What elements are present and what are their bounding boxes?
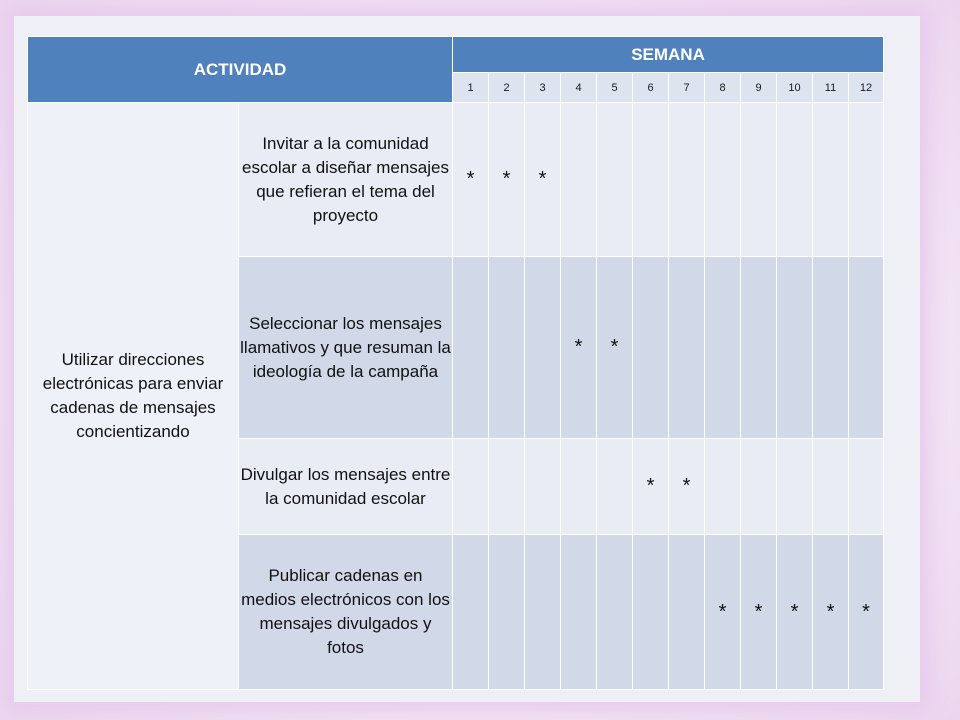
- header-row: [28, 37, 884, 73]
- week-mark: *: [561, 257, 597, 439]
- week-mark: [741, 439, 777, 535]
- week-mark: [705, 103, 741, 257]
- activity-row: [28, 103, 884, 257]
- activity-cell: Divulgar los mensajes entre la comunidad escolar: [239, 439, 453, 535]
- header-actividad: ACTIVIDAD: [28, 37, 453, 103]
- week-mark: *: [669, 439, 705, 535]
- week-mark: *: [525, 103, 561, 257]
- week-mark: [633, 257, 669, 439]
- week-mark: [813, 257, 849, 439]
- activity-cell: Seleccionar los mensajes llamativos y que resuman la ideología de la campaña: [239, 257, 453, 439]
- week-number: 3: [525, 73, 561, 103]
- week-mark: [561, 535, 597, 690]
- week-mark: [453, 535, 489, 690]
- week-mark: [669, 535, 705, 690]
- week-mark: [669, 103, 705, 257]
- week-number: 9: [741, 73, 777, 103]
- week-mark: *: [813, 535, 849, 690]
- activity-cell: Publicar cadenas en medios electrónicos con los mensajes divulgados y fotos: [239, 535, 453, 690]
- week-mark: [525, 535, 561, 690]
- week-mark: [561, 103, 597, 257]
- week-mark: [597, 103, 633, 257]
- week-mark: [597, 535, 633, 690]
- week-mark: *: [849, 535, 884, 690]
- week-mark: [561, 439, 597, 535]
- week-mark: [489, 257, 525, 439]
- week-mark: *: [777, 535, 813, 690]
- week-number: 10: [777, 73, 813, 103]
- week-mark: [813, 103, 849, 257]
- week-mark: [777, 103, 813, 257]
- week-mark: *: [597, 257, 633, 439]
- week-mark: [777, 439, 813, 535]
- activity-cell: Invitar a la comunidad escolar a diseñar mensajes que refieran el tema del proyecto: [239, 103, 453, 257]
- week-mark: *: [741, 535, 777, 690]
- week-mark: [705, 257, 741, 439]
- week-mark: [669, 257, 705, 439]
- week-mark: [489, 535, 525, 690]
- objective-cell: Utilizar direcciones electrónicas para enviar cadenas de mensajes concientizando: [28, 103, 239, 690]
- week-mark: [813, 439, 849, 535]
- week-mark: [849, 439, 884, 535]
- week-number: 6: [633, 73, 669, 103]
- week-mark: [741, 257, 777, 439]
- week-mark: [453, 257, 489, 439]
- week-number: 7: [669, 73, 705, 103]
- week-mark: *: [489, 103, 525, 257]
- week-number: 12: [849, 73, 884, 103]
- week-mark: *: [633, 439, 669, 535]
- week-mark: [489, 439, 525, 535]
- week-mark: [849, 257, 884, 439]
- week-number: 1: [453, 73, 489, 103]
- week-mark: [525, 439, 561, 535]
- week-mark: [633, 103, 669, 257]
- week-mark: *: [453, 103, 489, 257]
- week-number: 2: [489, 73, 525, 103]
- week-mark: [705, 439, 741, 535]
- week-number: 11: [813, 73, 849, 103]
- week-mark: [597, 439, 633, 535]
- week-number: 8: [705, 73, 741, 103]
- week-mark: [525, 257, 561, 439]
- week-mark: [741, 103, 777, 257]
- header-semana: SEMANA: [453, 37, 884, 73]
- week-number: 4: [561, 73, 597, 103]
- week-mark: [777, 257, 813, 439]
- week-mark: [633, 535, 669, 690]
- schedule-table: [27, 36, 884, 690]
- week-number: 5: [597, 73, 633, 103]
- week-mark: *: [705, 535, 741, 690]
- week-mark: [849, 103, 884, 257]
- week-mark: [453, 439, 489, 535]
